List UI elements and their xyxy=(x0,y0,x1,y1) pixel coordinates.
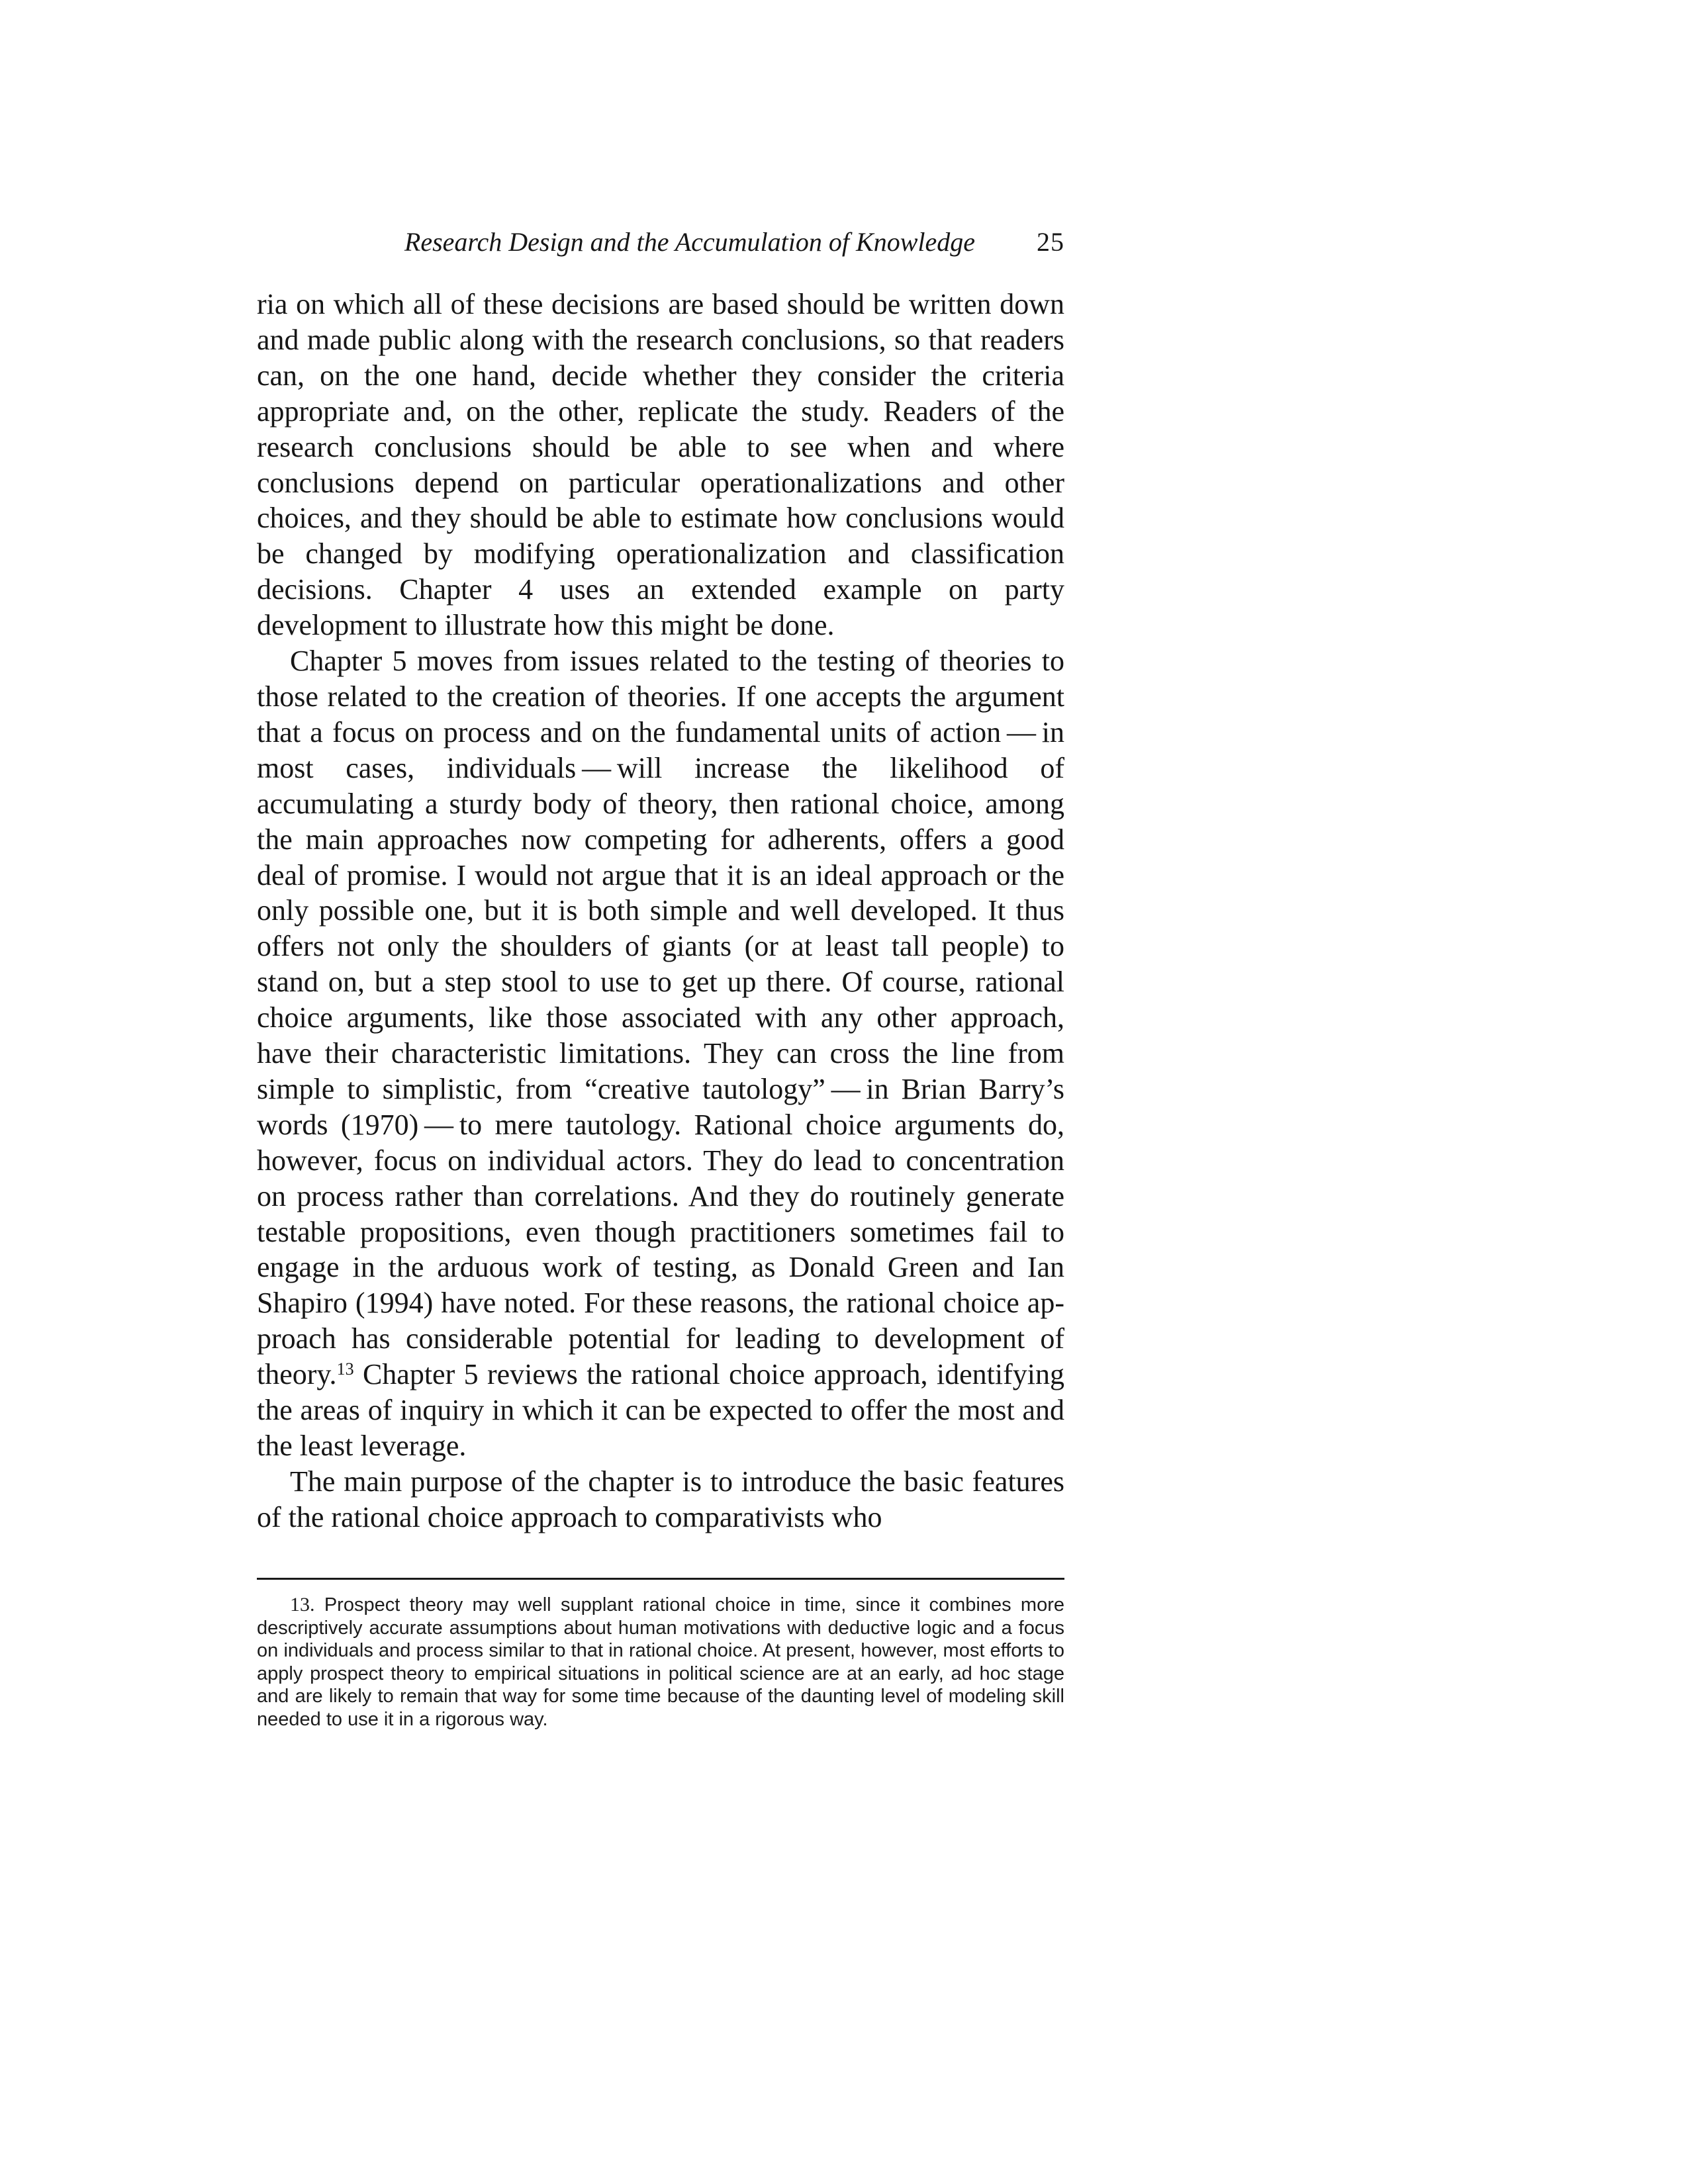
footnote-reference: 13 xyxy=(336,1359,354,1379)
footnote-divider xyxy=(257,1578,1064,1580)
page-header xyxy=(257,222,1064,262)
paragraph-chapter-5-text: Chapter 5 moves from issues related to the testing of theories to those related to the creation of theories. If one accepts the argument that a focus on process and on the fundamental units of action — in most cases, individuals — will increase the likelihood of accumulating a sturdy body of theory, then rational choice, among the main approaches now competing for adherents, offers a good deal of promise. I would not argue that it is an ideal approach or the only possible one, but it is both simple and well developed. It thus offers not only the shoulders of giants (or at least tall people) to stand on, but a step stool to use to get up there. Of course, rational choice arguments, like those associated with any other approach, have their characteristic limitations. They can cross the line from simple to simplistic, from “creative tautology” — in Brian Barry’s words (1970) — to mere tautology. Rational choice arguments do, however, focus on individual actors. They do lead to concentration on process rather than correlations. And they do routinely generate testable propositions, even though practitioners sometimes fail to engage in the arduous work of testing, as Donald Green and Ian Shapiro (1994) have noted. For these reasons, the rational choice approach has considerable potential for leading to development of theory. xyxy=(257,645,1064,1391)
body-text xyxy=(257,287,1064,1535)
page-number: 25 xyxy=(1037,227,1064,257)
footnote-number: 13. xyxy=(290,1594,315,1615)
paragraph-continued: ria on which all of these decisions are based should be written down and made public along with the research conclusions, so that readers can, on the one hand, decide whether they consider the criteria appropriate and, on the other, replicate the study. Readers of the research conclusions should be able to see when and where conclusions depend on particular operationalizations and other choices, and they should be able to estimate how conclusions would be changed by modifying operationalization and classification decisions. Chapter 4 uses an extended example on party development to illustrate how this might be done. xyxy=(257,288,1064,642)
paragraph-chapter-5-text-continued: Chapter 5 reviews the rational choice approach, identifying the areas of inquiry in which it can be expected to offer the most and the least leverage. xyxy=(257,1358,1064,1462)
footnote-text: Prospect theory may well supplant rational choice in time, since it combines more descriptively accurate assumptions about human motivations with deductive logic and a focus on individuals and process similar to that in rational choice. At present, however, most efforts to apply prospect theory to empirical situations in political science are at an early, ad hoc stage and are likely to remain that way for some time because of the daunting level of modeling skill needed to use it in a rigorous way. xyxy=(257,1594,1064,1730)
footnote xyxy=(257,1594,1064,1731)
paragraph-main-purpose: The main purpose of the chapter is to introduce the basic features of the rational choice approach to comparativists who xyxy=(257,1465,1064,1533)
running-head: Research Design and the Accumulation of Knowledge xyxy=(404,227,975,257)
paragraph-chapter-5 xyxy=(257,643,1064,1464)
